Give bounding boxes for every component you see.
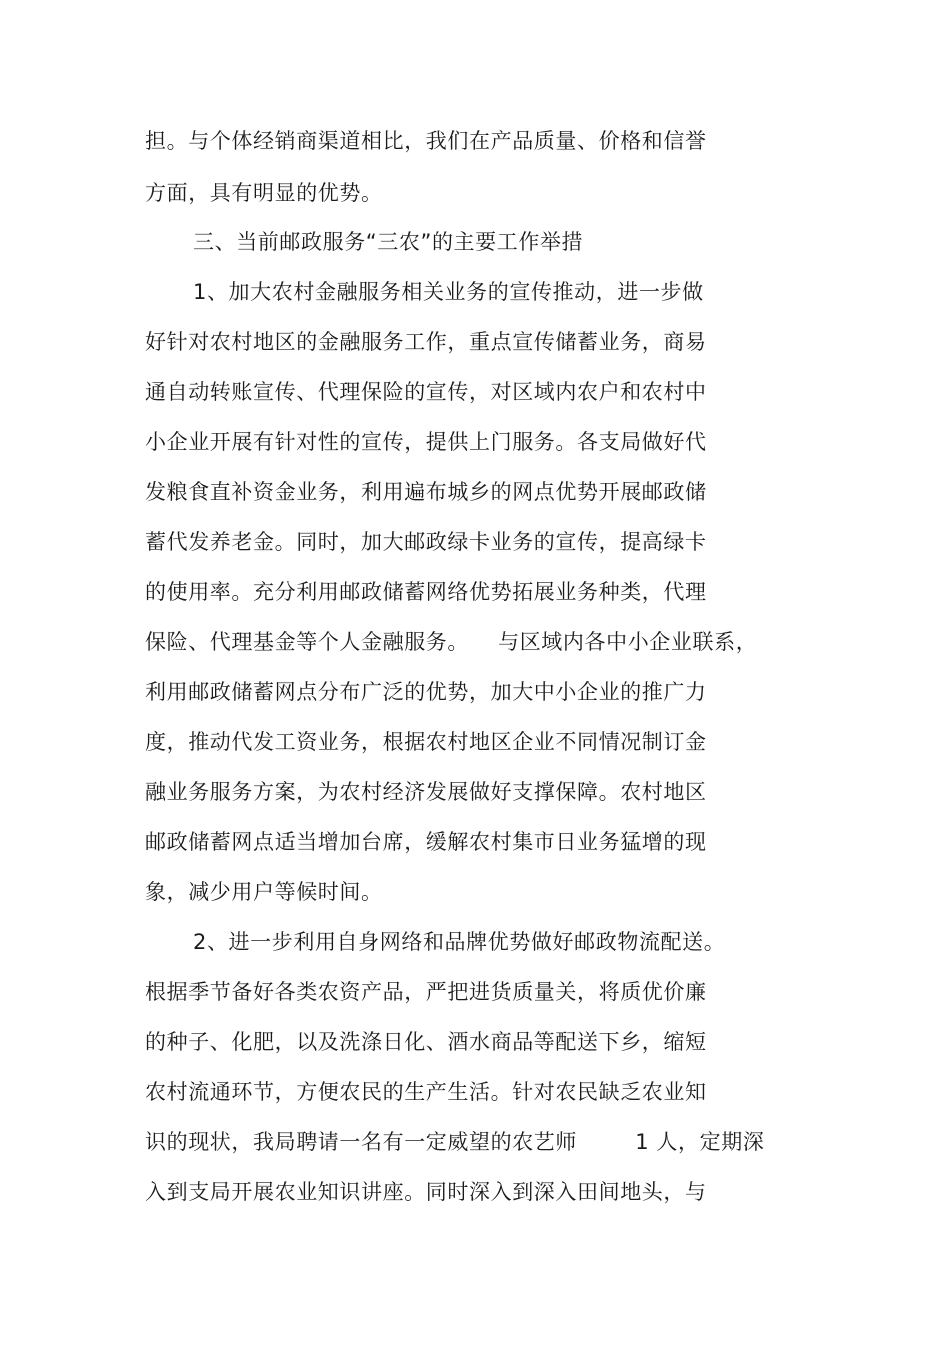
text-line: 担。与个体经销商渠道相比，我们在产品质量、价格和信誉 [145,129,707,153]
text-line: 发粮食直补资金业务，利用遍布城乡的网点优势开展邮政储 [145,480,707,504]
text-line: 象，减少用户等候时间。 [145,880,383,904]
text-line: 利用邮政储蓄网点分布广泛的优势，加大中小企业的推广力 [145,680,707,704]
text-line: 入到支局开展农业知识讲座。同时深入到深入田间地头，与 [145,1180,707,1204]
text-line: 小企业开展有针对性的宣传，提供上门服务。各支局做好代 [145,430,707,454]
paragraph-start: 2、进一步利用自身网络和品牌优势做好邮政物流配送。 [193,930,726,954]
text-line: 保险、代理基金等个人金融服务。 与区域内各中小企业联系， [145,630,758,654]
text-line: 通自动转账宣传、代理保险的宣传，对区域内农户和农村中 [145,380,707,404]
text-line: 识的现状，我局聘请一名有一定威望的农艺师 1 人，定期深 [145,1130,765,1154]
text-line: 度，推动代发工资业务，根据农村地区企业不同情况制订金 [145,730,707,754]
text-line: 的种子、化肥，以及洗涤日化、酒水商品等配送下乡，缩短 [145,1030,707,1054]
text-line: 邮政储蓄网点适当增加台席，缓解农村集市日业务猛增的现 [145,830,707,854]
text-line: 农村流通环节，方便农民的生产生活。针对农民缺乏农业知 [145,1080,707,1104]
paragraph-start: 1、加大农村金融服务相关业务的宣传推动，进一步做 [193,280,704,304]
text-line: 方面，具有明显的优势。 [145,181,383,205]
text-line: 融业务服务方案，为农村经济发展做好支撑保障。农村地区 [145,780,707,804]
section-heading: 三、当前邮政服务“三农”的主要工作举措 [193,230,584,254]
text-line: 的使用率。充分利用邮政储蓄网络优势拓展业务种类，代理 [145,580,707,604]
text-line: 根据季节备好各类农资产品，严把进货质量关，将质优价廉 [145,980,707,1004]
text-line: 蓄代发养老金。同时，加大邮政绿卡业务的宣传，提高绿卡 [145,530,707,554]
text-line: 好针对农村地区的金融服务工作，重点宣传储蓄业务，商易 [145,330,707,354]
